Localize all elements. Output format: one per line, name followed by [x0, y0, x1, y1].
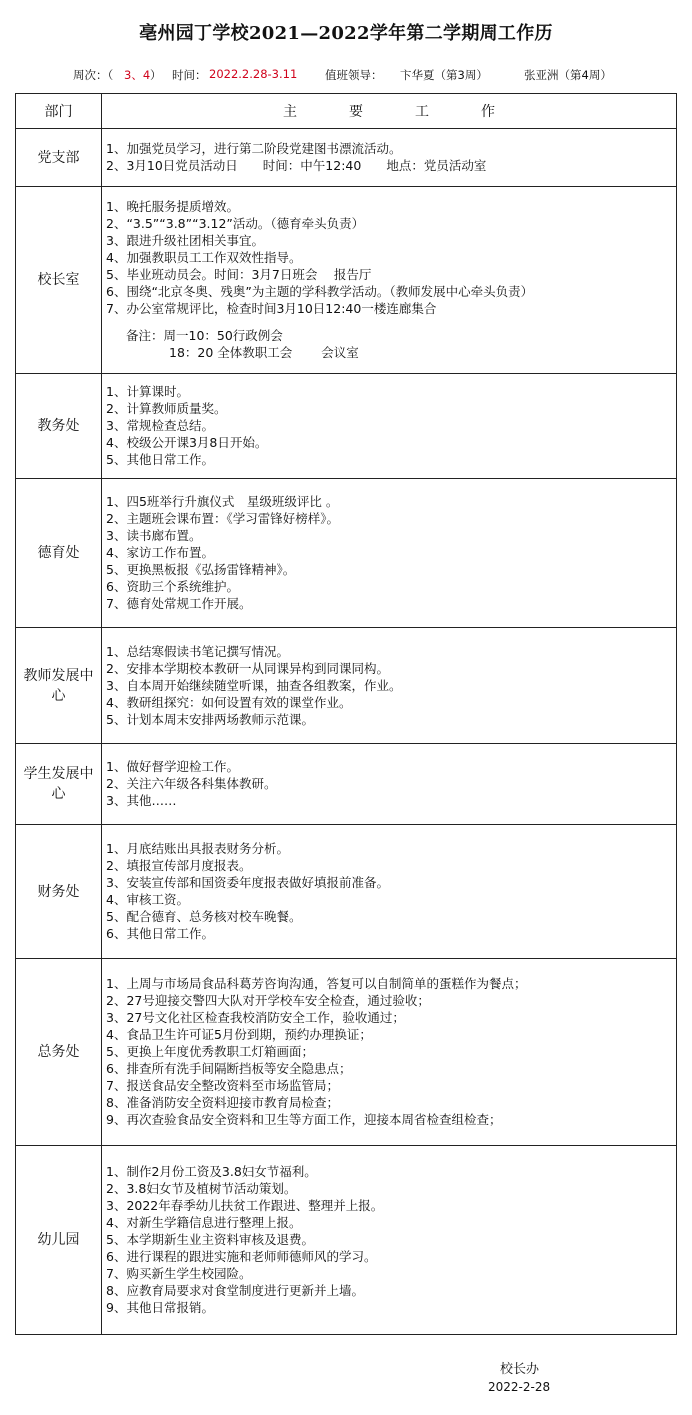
duty-leader-week3: 卞华夏（第3周） — [400, 68, 488, 82]
work-item: 5、更换黑板报《弘扬雷锋精神》。 — [106, 562, 296, 577]
work-item: 4、校级公开课3月8日开始。 — [106, 435, 268, 450]
work-item: 4、教研组探究：如何设置有效的课堂作业。 — [106, 694, 352, 710]
work-item: 1、四5班举行升旗仪式 星级班级评比 。 — [106, 494, 339, 509]
work-item: 3、27号文化社区检查我校消防安全工作，验收通过； — [106, 1010, 405, 1025]
work-item: 7、报送食品安全整改资料至市场监管局； — [106, 1078, 339, 1093]
work-item: 1、月底结账出具报表财务分析。 — [106, 841, 289, 856]
work-cell — [102, 187, 677, 374]
duty-label: 值班领导： — [325, 68, 383, 82]
work-item: 1、做好督学迎检工作。 — [106, 759, 239, 774]
table-row — [16, 825, 677, 959]
work-item: 1、计算课时。 — [106, 384, 189, 399]
footer-date: 2022-2-28 — [488, 1380, 551, 1394]
table-row — [16, 959, 677, 1146]
table-row — [16, 744, 677, 825]
table-row — [16, 1146, 677, 1335]
dept-cell: 财务处 — [16, 825, 102, 959]
work-item: 2、“3.5”“3.8”“3.12”活动。（德育牵头负责） — [106, 216, 365, 231]
work-item: 6、资助三个系统维护。 — [106, 579, 239, 594]
work-item: 4、审核工资。 — [106, 892, 189, 907]
work-cell — [102, 479, 677, 628]
work-item: 2、填报宣传部月度报表。 — [106, 858, 252, 873]
table-row — [16, 628, 677, 744]
work-item: 5、配合德育、总务核对校车晚餐。 — [106, 909, 302, 924]
remark-note: 备注：周一10：50行政例会 — [126, 328, 283, 343]
work-item: 7、德育处常规工作开展。 — [106, 596, 252, 611]
work-item: 6、其他日常工作。 — [106, 926, 214, 941]
work-item: 3、其他…… — [106, 793, 177, 808]
footer-office: 校长办 — [500, 1362, 540, 1377]
work-plan-table — [15, 93, 677, 1335]
header-char: 工 — [415, 104, 429, 120]
work-cell — [102, 374, 677, 479]
work-item: 5、其他日常工作。 — [106, 452, 214, 467]
work-item: 3、跟进升级社团相关事宜。 — [106, 233, 264, 248]
work-item: 5、本学期新生业主资料审核及退费。 — [106, 1232, 314, 1247]
work-item: 5、毕业班动员会。时间：3月7日班会 报告厅 — [106, 267, 372, 282]
work-cell — [102, 959, 677, 1146]
work-cell — [102, 1146, 677, 1335]
dept-cell: 学生发展中心 — [16, 744, 102, 825]
time-label: 时间： — [172, 68, 207, 82]
work-cell — [102, 129, 677, 187]
meta-line — [0, 67, 692, 85]
work-item: 6、排查所有洗手间隔断挡板等安全隐患点； — [106, 1061, 352, 1076]
work-item: 2、关注六年级各科集体教研。 — [106, 776, 277, 791]
header-char: 作 — [481, 104, 495, 120]
time-value: 2022.2.28-3.11 — [209, 67, 298, 81]
work-item: 4、加强教职员工工作双效性指导。 — [106, 250, 302, 265]
work-item: 5、计划本周末安排两场教师示范课。 — [106, 711, 314, 727]
work-item: 2、计算教师质量奖。 — [106, 401, 227, 416]
header-dept: 部门 — [16, 94, 102, 129]
dept-cell: 党支部 — [16, 129, 102, 187]
work-item: 8、应教育局要求对食堂制度进行更新并上墙。 — [106, 1283, 364, 1298]
work-item: 7、办公室常规评比，检查时间3月10日12:40一楼连廊集合 — [106, 301, 437, 316]
table-row — [16, 129, 677, 187]
work-item: 2、3.8妇女节及植树节活动策划。 — [106, 1181, 297, 1196]
work-item: 1、加强党员学习，进行第二阶段党建图书漂流活动。 — [106, 141, 402, 156]
dept-cell: 教务处 — [16, 374, 102, 479]
work-item: 4、对新生学籍信息进行整理上报。 — [106, 1215, 302, 1230]
week-label: 周次：（ — [73, 68, 114, 82]
work-cell — [102, 744, 677, 825]
work-item: 8、准备消防安全资料迎接市教育局检查； — [106, 1095, 339, 1110]
work-item: 4、家访工作布置。 — [106, 545, 214, 560]
work-item: 1、总结寒假读书笔记撰写情况。 — [106, 643, 289, 659]
dept-cell: 幼儿园 — [16, 1146, 102, 1335]
dept-cell: 教师发展中心 — [16, 628, 102, 744]
work-item: 1、晚托服务提质增效。 — [106, 199, 239, 214]
header-char: 主 — [283, 104, 297, 120]
work-item: 1、制作2月份工资及3.8妇女节福利。 — [106, 1164, 317, 1179]
work-item: 1、上周与市场局食品科葛芳咨询沟通，答复可以自制简单的蛋糕作为餐点； — [106, 976, 527, 991]
header-main-work — [102, 94, 677, 129]
work-item: 9、其他日常报销。 — [106, 1300, 214, 1315]
dept-cell: 校长室 — [16, 187, 102, 374]
work-item: 6、围绕“北京冬奥、残奥”为主题的学科教学活动。（教师发展中心牵头负责） — [106, 284, 534, 299]
header-char: 要 — [349, 104, 363, 120]
remark-note: 18：20 全体教职工会 会议室 — [169, 345, 359, 360]
work-item: 3、自本周开始继续随堂听课，抽查各组教案，作业。 — [106, 677, 402, 693]
work-item: 7、购买新生学生校园险。 — [106, 1266, 252, 1281]
document-title: 亳州园丁学校2021—2022学年第二学期周工作历 — [139, 23, 553, 44]
week-close: ） — [150, 68, 162, 82]
week-value: 3、4 — [124, 68, 151, 82]
dept-cell: 总务处 — [16, 959, 102, 1146]
dept-cell: 德育处 — [16, 479, 102, 628]
work-item: 6、进行课程的跟进实施和老师师德师风的学习。 — [106, 1249, 377, 1264]
work-item: 3、常规检查总结。 — [106, 418, 214, 433]
table-row — [16, 374, 677, 479]
work-item: 9、再次查验食品安全资料和卫生等方面工作，迎接本周省检查组检查； — [106, 1112, 502, 1127]
work-cell — [102, 628, 677, 744]
table-row — [16, 479, 677, 628]
work-item: 2、主题班会课布置：《学习雷锋好榜样》。 — [106, 511, 339, 526]
duty-leader-week4: 张亚洲（第4周） — [524, 68, 612, 82]
work-item: 3、读书廊布置。 — [106, 528, 202, 543]
table-header-row — [16, 94, 677, 129]
work-item: 3、2022年春季幼儿扶贫工作跟进、整理并上报。 — [106, 1198, 384, 1213]
work-item: 5、更换上年度优秀教职工灯箱画面； — [106, 1044, 314, 1059]
work-item: 2、3月10日党员活动日 时间：中午12:40 地点：党员活动室 — [106, 158, 487, 173]
work-item: 3、安装宣传部和国资委年度报表做好填报前准备。 — [106, 875, 389, 890]
work-item: 2、安排本学期校本教研一从同课异构到同课同构。 — [106, 660, 389, 676]
table-row — [16, 187, 677, 374]
work-cell — [102, 825, 677, 959]
work-item: 4、食品卫生许可证5月份到期，预约办理换证； — [106, 1027, 372, 1042]
work-item: 2、27号迎接交警四大队对开学校车安全检查，通过验收； — [106, 993, 430, 1008]
